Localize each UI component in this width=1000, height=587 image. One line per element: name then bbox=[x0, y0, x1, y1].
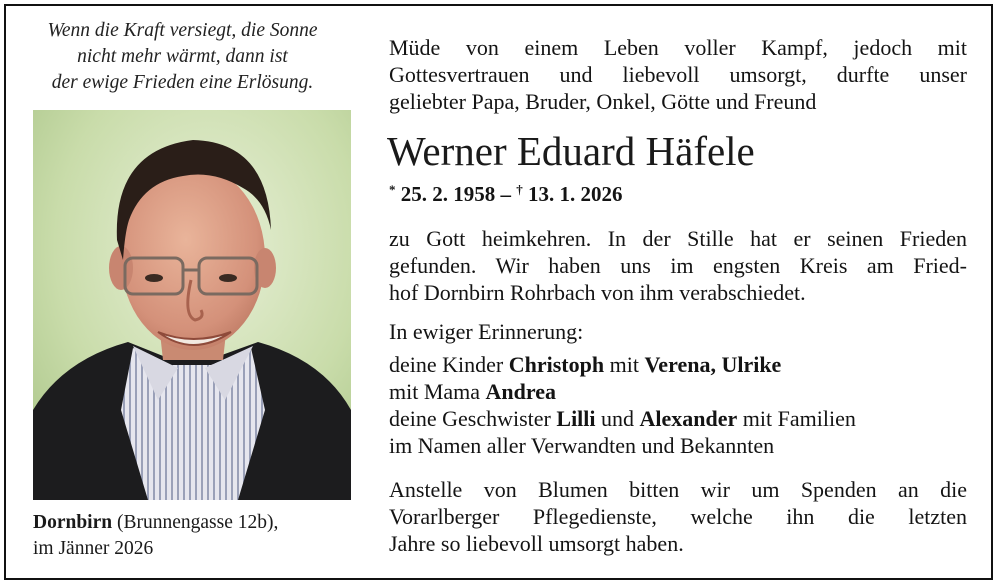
body-text bbox=[389, 225, 967, 306]
closing-line: Anstelle von Blumen bitten wir um Spenden an die bbox=[389, 477, 967, 502]
mourner-name: Lilli bbox=[556, 406, 596, 431]
location-town: Dornbirn bbox=[33, 512, 113, 533]
mourner-name: Andrea bbox=[485, 379, 557, 404]
death-symbol: † bbox=[516, 182, 523, 197]
mourners-text: mit Mama bbox=[389, 379, 481, 404]
mourners-list bbox=[389, 318, 967, 459]
mourners-line-relatives: im Namen aller Verwandten und Bekannten bbox=[389, 433, 775, 458]
body-line: zu Gott heimkehren. In der Stille hat er seinen Frieden bbox=[389, 226, 967, 251]
portrait-photo bbox=[33, 110, 351, 500]
mourner-name: Alexander bbox=[639, 406, 738, 431]
deceased-name: Werner Eduard Häfele bbox=[387, 128, 755, 174]
intro-line: geliebter Papa, Bruder, Onkel, Götte und Freund bbox=[389, 89, 817, 114]
date-separator: – bbox=[500, 182, 511, 206]
body-line: gefunden. Wir haben uns im engsten Kreis am Fried- bbox=[389, 253, 967, 278]
birth-date: 25. 2. 1958 bbox=[400, 182, 496, 206]
location-caption bbox=[33, 510, 373, 562]
intro-line: Gottesvertrauen und liebevoll umsorgt, durfte unser bbox=[389, 62, 967, 87]
location-address: (Brunnengasse 12b), bbox=[116, 512, 279, 533]
mourners-text: und bbox=[601, 406, 635, 431]
life-dates bbox=[389, 177, 623, 207]
motto-line: Wenn die Kraft versiegt, die Sonne bbox=[47, 20, 318, 41]
motto-line: der ewige Frieden eine Erlösung. bbox=[51, 72, 314, 93]
mourners-heading: In ewiger Erinnerung: bbox=[389, 319, 584, 344]
mourners-line-siblings bbox=[389, 405, 967, 432]
death-date: 13. 1. 2026 bbox=[528, 182, 623, 206]
mourner-name: Christoph bbox=[508, 352, 605, 377]
mourners-text: deine Kinder bbox=[389, 352, 504, 377]
motto-quote bbox=[20, 18, 345, 96]
mourner-name: Verena, Ulrike bbox=[644, 352, 782, 377]
closing-line: Vorarlberger Pflegedienste, welche ihn die letzten bbox=[389, 504, 967, 529]
motto-line: nicht mehr wärmt, dann ist bbox=[77, 46, 288, 67]
mourners-text: deine Geschwister bbox=[389, 406, 551, 431]
mourners-text: mit bbox=[609, 352, 639, 377]
mourners-line-mother bbox=[389, 378, 967, 405]
location-date: im Jänner 2026 bbox=[33, 538, 154, 559]
closing-text bbox=[389, 476, 967, 557]
portrait-illustration bbox=[33, 110, 351, 500]
intro-text bbox=[389, 34, 967, 115]
mourners-line-children bbox=[389, 351, 967, 378]
body-line: hof Dornbirn Rohrbach von ihm verabschiedet. bbox=[389, 280, 806, 305]
mourners-text: mit Familien bbox=[742, 406, 856, 431]
intro-line: Müde von einem Leben voller Kampf, jedoch mit bbox=[389, 35, 967, 60]
closing-line: Jahre so liebevoll umsorgt haben. bbox=[389, 531, 684, 556]
birth-symbol: * bbox=[389, 182, 396, 197]
